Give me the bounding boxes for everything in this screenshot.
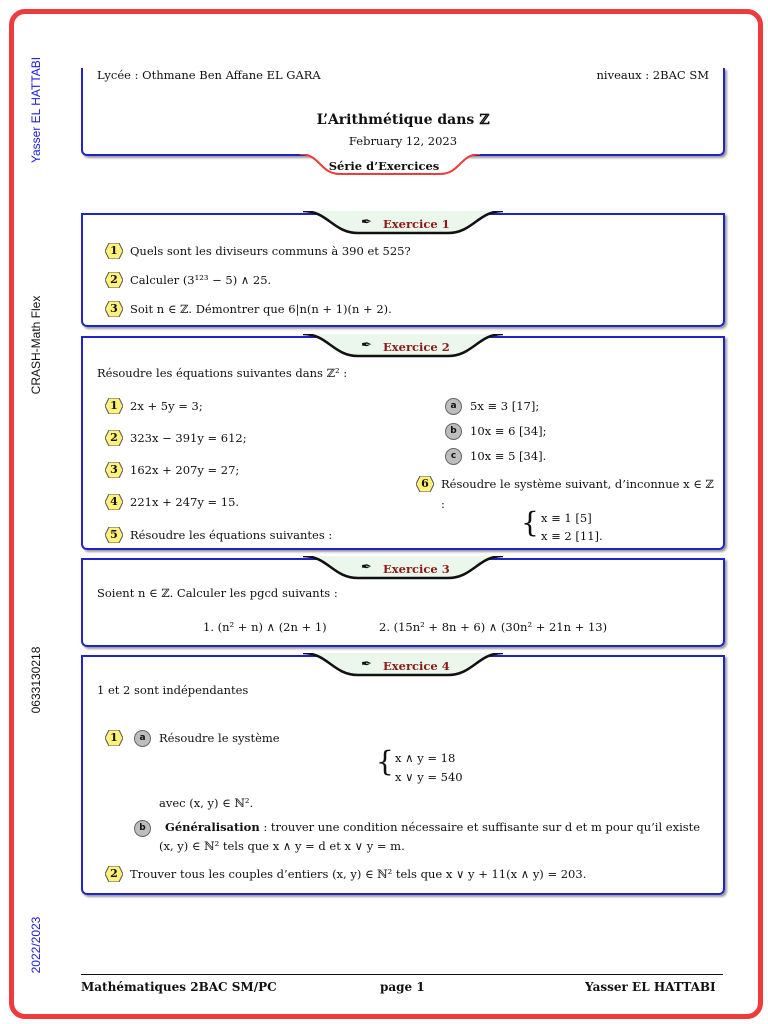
- brace-icon: {: [376, 745, 394, 778]
- feather-icon: ✒: [361, 657, 372, 672]
- circle-badge-c: c: [445, 448, 462, 465]
- level-label: niveaux : 2BAC SM: [596, 68, 709, 82]
- ex3-intro: Soient n ∈ ℤ. Calculer les pgcd suivants :: [97, 586, 338, 600]
- ex2-equation-2: 323x − 391y = 612;: [130, 431, 247, 445]
- serie-label: Série d’Exercices: [328, 159, 440, 173]
- exercise-4-label: Exercice 4: [383, 659, 450, 673]
- side-year: 2022/2023: [29, 916, 43, 974]
- ex4-generalisation-line-2: (x, y) ∈ ℕ² tels que x ∧ y = d et x ∨ y = m.: [159, 839, 405, 853]
- ex1-question-1: Quels sont les diviseurs communs à 390 et 525?: [130, 244, 411, 258]
- ex4-intro: 1 et 2 sont indépendantes: [97, 683, 249, 697]
- exercise-2-box: ✒ Exercice 2 Résoudre les équations suivantes dans ℤ² : 1 2x + 5y = 3; 2 323x − 391y = 612; 3 162x + 207y = 27; 4 221x + 247y = 15. 5 Résoudre les équations suivantes : a 5x ≡ 3 [17]; b 10x ≡ 6 [34]; c 10x ≡ 5 [34]. 6 Résoudre le système suivant, d’inconnue x ∈ ℤ : { x ≡ 1 [5] x ≡ 2 [11].: [81, 336, 725, 550]
- circle-badge-a: a: [445, 398, 462, 415]
- ex2-system-line-1: x ≡ 1 [5]: [541, 511, 592, 525]
- ex4-generalisation-line-1: Généralisation : trouver une condition nécessaire et suffisante sur d et m pour qu’il existe: [165, 820, 701, 834]
- circle-badge-a: a: [134, 730, 151, 747]
- footer-left: Mathématiques 2BAC SM/PC: [81, 980, 277, 994]
- page-date: February 12, 2023: [348, 134, 458, 148]
- exercise-2-label: Exercice 2: [383, 340, 450, 354]
- footer-page: page 1: [380, 980, 425, 994]
- ex2-congruence-a: 5x ≡ 3 [17];: [470, 399, 540, 413]
- header-box: [81, 68, 725, 156]
- school-label: Lycée : Othmane Ben Affane EL GARA: [97, 68, 321, 82]
- side-phone: 0633130218: [29, 646, 43, 714]
- footer-right: Yasser EL HATTABI: [585, 980, 716, 994]
- ex2-congruence-b: 10x ≡ 6 [34];: [470, 424, 547, 438]
- ex3-gcd-1: 1. (n² + n) ∧ (2n + 1): [203, 620, 327, 634]
- ex4-question-2: Trouver tous les couples d’entiers (x, y) ∈ ℕ² tels que x ∨ y + 11(x ∧ y) = 203.: [130, 867, 587, 881]
- ex2-system-line-2: x ≡ 2 [11].: [541, 529, 603, 543]
- ex2-equation-1: 2x + 5y = 3;: [130, 399, 203, 413]
- exercise-4-box: ✒ Exercice 4 1 et 2 sont indépendantes 1 a Résoudre le système { x ∧ y = 18 x ∨ y = 540 avec (x, y) ∈ ℕ². b Généralisation : trouver une condition nécessaire et suffisante sur d et m pour qu’il existe (x, y) ∈ ℕ² tels que x ∧ y = d et x ∨ y = m. 2 Trouver tous les couples d’entiers (x, y) ∈ ℕ² tels que x ∨ y + 11(x ∧ y) = 203.: [81, 655, 725, 895]
- ex1-question-2: Calculer (3¹²³ − 5) ∧ 25.: [130, 273, 272, 287]
- circle-badge-b: b: [134, 820, 151, 837]
- exercise-3-box: [81, 558, 725, 647]
- ex2-intro: Résoudre les équations suivantes dans ℤ² :: [97, 366, 348, 380]
- footer-divider: [81, 974, 723, 975]
- ex2-congruence-c: 10x ≡ 5 [34].: [470, 449, 547, 463]
- side-brand: CRASH-Math Flex: [29, 295, 43, 395]
- ex2-equation-4: 221x + 247y = 15.: [130, 495, 240, 509]
- ex2-colon: :: [441, 497, 445, 511]
- exercise-1-box: ✒ Exercice 1 1 Quels sont les diviseurs communs à 390 et 525? 2 Calculer (3¹²³ − 5) ∧ 25. 3 Soit n ∈ ℤ. Démontrer que 6|n(n + 1)(n + 2).: [81, 213, 725, 327]
- brace-icon: {: [521, 506, 539, 539]
- ex4-system-line-1: x ∧ y = 18: [395, 751, 456, 765]
- ex2-system-question: Résoudre le système suivant, d’inconnue x ∈ ℤ: [441, 477, 714, 491]
- circle-badge-b: b: [445, 423, 462, 440]
- ex4-avec: avec (x, y) ∈ ℕ².: [159, 796, 254, 810]
- ex2-equation-3: 162x + 207y = 27;: [130, 463, 240, 477]
- feather-icon: ✒: [361, 338, 372, 353]
- feather-icon: ✒: [361, 215, 372, 230]
- exercise-1-label: Exercice 1: [383, 217, 450, 231]
- ex2-equation-5: Résoudre les équations suivantes :: [130, 528, 333, 542]
- page-title: L’Arithmétique dans ℤ: [316, 112, 490, 128]
- exercise-3-label: Exercice 3: [383, 562, 450, 576]
- side-author: Yasser EL HATTABI: [29, 56, 43, 164]
- generalisation-title: Généralisation: [165, 820, 260, 834]
- ex4-part-a: Résoudre le système: [159, 731, 280, 745]
- ex4-system-line-2: x ∨ y = 540: [395, 770, 463, 784]
- feather-icon: ✒: [361, 560, 372, 575]
- ex3-gcd-2: 2. (15n² + 8n + 6) ∧ (30n² + 21n + 13): [379, 620, 608, 634]
- ex1-question-3: Soit n ∈ ℤ. Démontrer que 6|n(n + 1)(n + 2).: [130, 302, 392, 316]
